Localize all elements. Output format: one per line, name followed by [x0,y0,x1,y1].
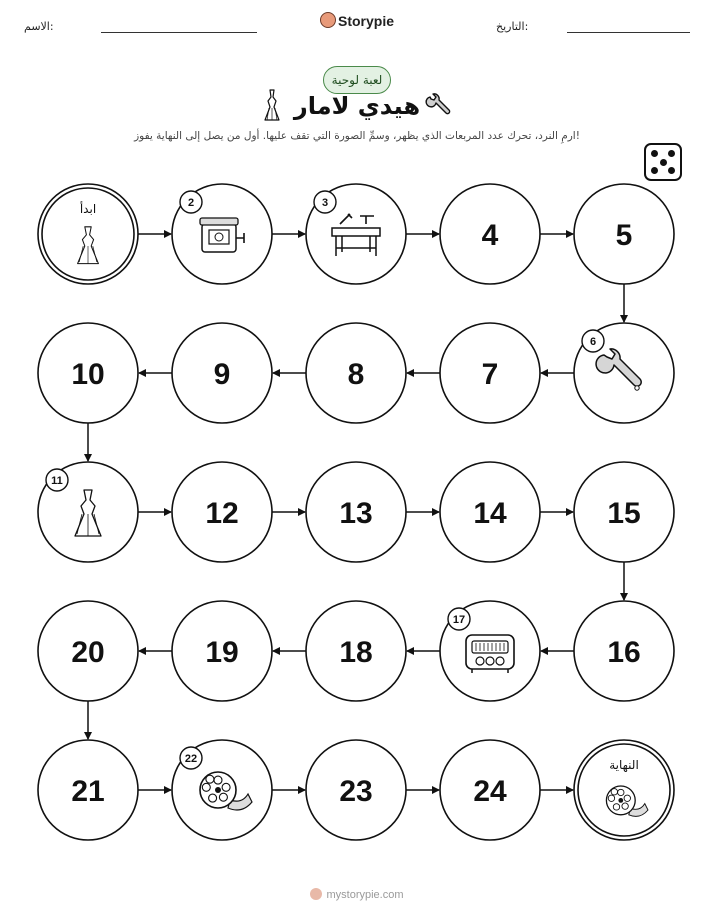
square-number: 20 [71,636,105,669]
date-label: التاريخ: [496,20,529,33]
square-number: 4 [481,219,499,252]
footer-url[interactable]: mystorypie.com [326,889,404,901]
square-number-badge: 17 [452,614,466,626]
board-square-18 [306,601,406,701]
square-number-badge: 6 [589,336,597,348]
board-square-4 [440,184,540,284]
board-square-13 [306,462,406,562]
square-number: 24 [473,775,507,808]
board-square-8 [306,323,406,423]
board-square-7 [440,323,540,423]
board-square-14 [440,462,540,562]
square-number: 23 [339,775,373,808]
square-number: 12 [205,497,239,530]
board-square-25 [574,740,674,840]
square-number: 16 [607,636,641,669]
square-number-badge: 3 [321,197,329,209]
board-square-16 [574,601,674,701]
storypie-logo-icon [310,888,322,900]
square-number: 10 [71,358,105,391]
square-number-badge: 22 [184,753,198,765]
start-label: ابدأ [79,202,97,216]
square-number-badge: 2 [187,197,195,209]
board-square-23 [306,740,406,840]
square-number: 21 [71,775,105,808]
instructions: ارمِ النرد، تحرك عدد المربعات الذي يظهر، وسمِّ الصورة التي تقف عليها. أول من يصل إلى النهاية يفوز! [134,130,580,142]
square-number: 8 [347,358,365,391]
board-square-10 [38,323,138,423]
finish-label: النهاية [609,758,639,772]
board-square-22 [172,740,272,840]
board-square-24 [440,740,540,840]
board-square-3 [306,184,406,284]
board-square-6 [574,323,674,423]
board-square-20 [38,601,138,701]
name-label: الاسم: [24,20,54,33]
board-square-21 [38,740,138,840]
square-number: 5 [615,219,633,252]
game-type-badge: لعبة لوحية [323,66,391,94]
square-number: 13 [339,497,373,530]
square-number-badge: 11 [51,475,63,487]
board-square-1 [38,184,138,284]
board-square-11 [38,462,138,562]
board-square-9 [172,323,272,423]
board-square-17 [440,601,540,701]
board-square-2 [172,184,272,284]
footer [0,888,714,901]
page-title: هيدي لامار [293,92,421,120]
brand-name: Storypie [337,13,394,29]
board-square-12 [172,462,272,562]
square-number: 15 [607,497,641,530]
square-number: 7 [481,358,499,391]
radio-icon [466,635,514,673]
square-number: 19 [205,636,239,669]
board-square-19 [172,601,272,701]
square-number: 14 [473,497,507,530]
board-square-15 [574,462,674,562]
square-number: 18 [339,636,373,669]
square-number: 9 [213,358,231,391]
board-square-5 [574,184,674,284]
